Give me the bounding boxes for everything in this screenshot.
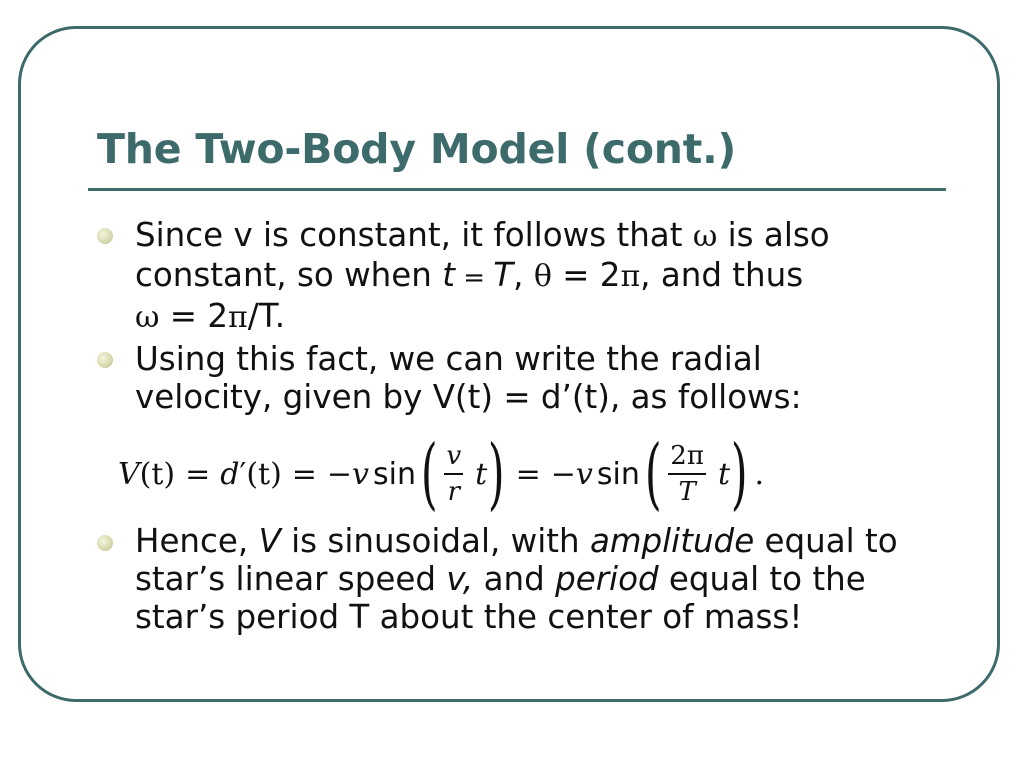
- eq-period: .: [754, 456, 764, 492]
- eq-paren-right: ): [488, 429, 505, 519]
- eq-fraction: [668, 441, 706, 507]
- eq-numerator: v: [446, 441, 462, 471]
- eq-symbol: ′: [239, 456, 247, 492]
- bullet-text: Hence, V is sinusoidal, with amplitude equal to star’s linear speed v, and period equal to the star’s period T about the center of mass!: [135, 522, 898, 636]
- eq-operator: =: [185, 456, 211, 492]
- eq-symbol: t: [475, 456, 488, 492]
- eq-symbol: (t): [139, 456, 176, 492]
- eq-symbol: d: [220, 456, 240, 492]
- eq-symbol: t: [717, 456, 730, 492]
- eq-symbol: −v: [326, 456, 370, 492]
- eq-fraction-bar: [668, 473, 706, 475]
- slide-title: The Two-Body Model (cont.): [97, 125, 737, 173]
- eq-paren-left: (: [644, 429, 662, 519]
- bullet-text: Using this fact, we can write the radial velocity, given by V(t) = d’(t), as follows:: [135, 340, 802, 416]
- radial-velocity-equation: [118, 429, 764, 519]
- eq-symbol: (t): [246, 456, 282, 492]
- eq-numerator: 2π: [670, 441, 704, 471]
- eq-operator: =: [291, 456, 317, 492]
- eq-paren-right: ): [730, 429, 748, 519]
- eq-operator: =: [515, 456, 541, 492]
- eq-denominator: r: [447, 477, 460, 507]
- bullet-marker: [97, 228, 113, 244]
- eq-fraction: [444, 441, 463, 507]
- title-underline: [88, 188, 946, 191]
- eq-fraction-bar: [444, 473, 463, 475]
- eq-symbol: V: [118, 456, 140, 492]
- bullet-marker: [97, 535, 113, 551]
- eq-symbol: −v: [550, 456, 593, 492]
- bullet-text: Since v is constant, it follows that ω is also constant, so when t = T, θ = 2π, and thus ω = 2π/T.: [135, 216, 830, 335]
- eq-function: sin: [596, 456, 640, 492]
- eq-function: sin: [373, 456, 416, 492]
- eq-paren-left: (: [420, 429, 438, 519]
- bullet-marker: [97, 352, 113, 368]
- eq-denominator: T: [678, 477, 696, 507]
